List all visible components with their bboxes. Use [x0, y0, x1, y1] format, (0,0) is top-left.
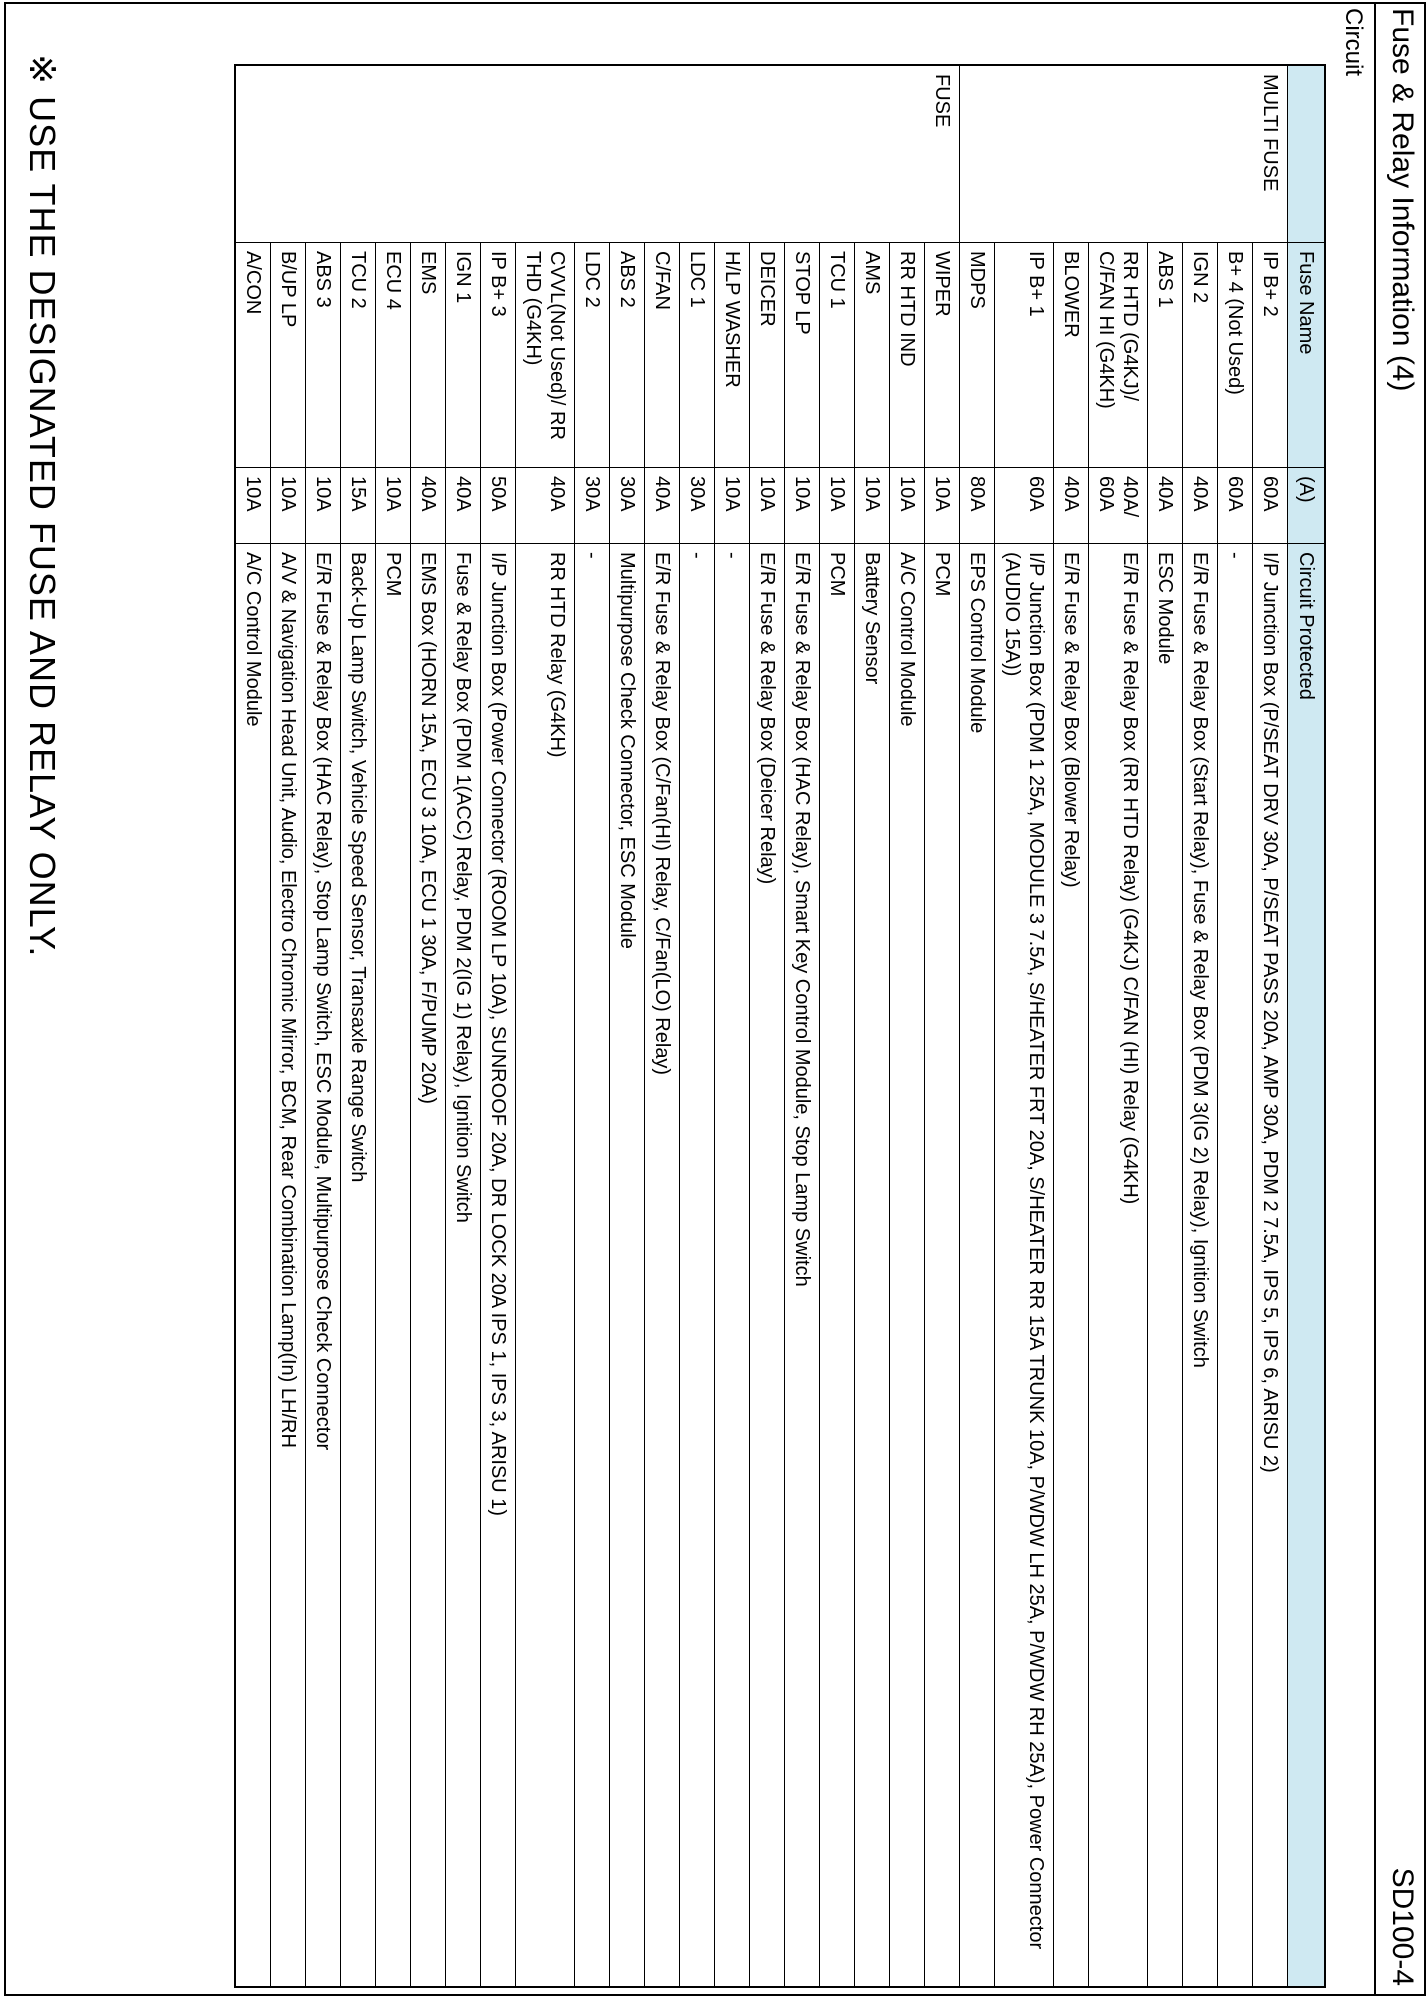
amperage-header: (A) [1288, 468, 1326, 544]
table-row [995, 65, 1054, 1987]
table-row [1054, 65, 1089, 1987]
amperage-cell: 60A [995, 468, 1054, 544]
circuit-protected-cell: E/R Fuse & Relay Box (HAC Relay), Stop Lamp Switch, ESC Module, Multipurpose Check Connector [306, 544, 341, 1988]
fuse-name-cell: RR HTD (G4KJ)/ C/FAN HI (G4KH) [1089, 243, 1148, 468]
circuit-protected-cell: Fuse & Relay Box (PDM 1(ACC) Relay, PDM 2(IG 1) Relay), Ignition Switch [446, 544, 481, 1988]
fuse-name-cell: AMS [855, 243, 890, 468]
category-fuse: FUSE [235, 65, 960, 243]
amperage-cell: 40A [645, 468, 680, 544]
circuit-protected-cell: EPS Control Module [960, 544, 995, 1988]
table-row [376, 65, 411, 1987]
fuse-name-cell: B+ 4 (Not Used) [1218, 243, 1253, 468]
amperage-cell: 40A [1148, 468, 1183, 544]
table-row [645, 65, 680, 1987]
table-row [960, 65, 995, 1987]
circuit-protected-cell: ESC Module [1148, 544, 1183, 1988]
table-row [575, 65, 610, 1987]
amperage-cell: 60A [1218, 468, 1253, 544]
table-row [1148, 65, 1183, 1987]
page-id: SD100-4 [1386, 1867, 1419, 1986]
amperage-cell: 10A [925, 468, 960, 544]
amperage-cell: 10A [715, 468, 750, 544]
table-row [925, 65, 960, 1987]
circuit-protected-cell: Back-Up Lamp Switch, Vehicle Speed Sensor, Transaxle Range Switch [341, 544, 376, 1988]
circuit-protected-cell: A/V & Navigation Head Unit, Audio, Electro Chromic Mirror, BCM, Rear Combination Lamp(In) LH/RH [271, 544, 306, 1988]
page-title: Fuse & Relay Information (4) [1386, 8, 1419, 392]
table-row [1253, 65, 1288, 1987]
amperage-cell: 40A/ 60A [1089, 468, 1148, 544]
amperage-cell: 80A [960, 468, 995, 544]
footer-note: ※ USE THE DESIGNATED FUSE AND RELAY ONLY. [22, 54, 63, 958]
fuse-name-cell: ECU 4 [376, 243, 411, 468]
table-row [1089, 65, 1148, 1987]
circuit-protected-cell: E/R Fuse & Relay Box (Start Relay), Fuse & Relay Box (PDM 3(IG 2) Relay), Ignition Switch [1183, 544, 1218, 1988]
circuit-protected-cell: E/R Fuse & Relay Box (C/Fan(HI) Relay, C/Fan(LO) Relay) [645, 544, 680, 1988]
circuit-protected-cell: A/C Control Module [235, 544, 271, 1988]
amperage-cell: 10A [235, 468, 271, 544]
circuit-protected-cell: PCM [925, 544, 960, 1988]
fuse-name-cell: B/UP LP [271, 243, 306, 468]
table-row [1218, 65, 1253, 1987]
amperage-cell: 10A [376, 468, 411, 544]
circuit-protected-cell: I/P Junction Box (PDM 1 25A, MODULE 3 7.5A, S/HEATER FRT 20A, S/HEATER RR 15A TRUNK 10A, P/WDW LH 25A, P/WDW RH 25A), Power Connector (AUDIO 15A)) [995, 544, 1054, 1988]
table-row [235, 65, 271, 1987]
fuse-name-cell: MDPS [960, 243, 995, 468]
amperage-cell: 10A [890, 468, 925, 544]
table-row [610, 65, 645, 1987]
fuse-name-cell: WIPER [925, 243, 960, 468]
fuse-name-cell: BLOWER [1054, 243, 1089, 468]
fuse-name-cell: ABS 3 [306, 243, 341, 468]
fuse-name-cell: CVVL(Not Used)/ RR THD (G4KH) [516, 243, 575, 468]
fuse-name-cell: IGN 1 [446, 243, 481, 468]
table-row [271, 65, 306, 1987]
amperage-cell: 10A [855, 468, 890, 544]
table-row [306, 65, 341, 1987]
circuit-protected-cell: E/R Fuse & Relay Box (Blower Relay) [1054, 544, 1089, 1988]
fuse-name-cell: IGN 2 [1183, 243, 1218, 468]
fuse-name-cell: C/FAN [645, 243, 680, 468]
fuse-name-cell: STOP LP [785, 243, 820, 468]
header-divider [1374, 2, 1376, 1996]
table-row [411, 65, 446, 1987]
circuit-label: Circuit [1340, 8, 1367, 77]
circuit-protected-cell: - [715, 544, 750, 1988]
circuit-protected-cell: I/P Junction Box (P/SEAT DRV 30A, P/SEAT PASS 20A, AMP 30A, PDM 2 7.5A, IPS 5, IPS 6, ARISU 2) [1253, 544, 1288, 1988]
category-multi-fuse: MULTI FUSE [960, 65, 1288, 243]
amperage-cell: 30A [680, 468, 715, 544]
fuse-name-cell: IP B+ 2 [1253, 243, 1288, 468]
table-row [341, 65, 376, 1987]
amperage-cell: 40A [411, 468, 446, 544]
circuit-protected-cell: RR HTD Relay (G4KH) [516, 544, 575, 1988]
circuit-protected-cell: E/R Fuse & Relay Box (HAC Relay), Smart Key Control Module, Stop Lamp Switch [785, 544, 820, 1988]
table-row [516, 65, 575, 1987]
circuit-protected-cell: EMS Box (HORN 15A, ECU 3 10A, ECU 1 30A, F/PUMP 20A) [411, 544, 446, 1988]
circuit-protected-cell: Battery Sensor [855, 544, 890, 1988]
circuit-protected-header: Circuit Protected [1288, 544, 1326, 1988]
category-header [1288, 65, 1326, 243]
circuit-protected-cell: E/R Fuse & Relay Box (RR HTD Relay) (G4KJ) C/FAN (HI) Relay (G4KH) [1089, 544, 1148, 1988]
table-row [750, 65, 785, 1987]
amperage-cell: 50A [481, 468, 516, 544]
circuit-protected-cell: PCM [376, 544, 411, 1988]
amperage-cell: 10A [820, 468, 855, 544]
table-header-row [1288, 65, 1326, 1987]
fuse-name-cell: IP B+ 1 [995, 243, 1054, 468]
table-row [481, 65, 516, 1987]
amperage-cell: 15A [341, 468, 376, 544]
table-row [1183, 65, 1218, 1987]
fuse-name-cell: RR HTD IND [890, 243, 925, 468]
circuit-protected-cell: I/P Junction Box (Power Connector (ROOM LP 10A), SUNROOF 20A, DR LOCK 20A IPS 1, IPS 3, ARISU 1) [481, 544, 516, 1988]
fuse-table-body [235, 65, 1288, 1987]
fuse-name-cell: LDC 1 [680, 243, 715, 468]
circuit-protected-cell: - [1218, 544, 1253, 1988]
amperage-cell: 40A [516, 468, 575, 544]
circuit-protected-cell: Multipurpose Check Connector, ESC Module [610, 544, 645, 1988]
fuse-name-cell: LDC 2 [575, 243, 610, 468]
circuit-protected-cell: PCM [820, 544, 855, 1988]
circuit-protected-cell: - [680, 544, 715, 1988]
amperage-cell: 40A [1183, 468, 1218, 544]
fuse-name-header: Fuse Name [1288, 243, 1326, 468]
circuit-protected-cell: A/C Control Module [890, 544, 925, 1988]
circuit-protected-cell: - [575, 544, 610, 1988]
amperage-cell: 10A [271, 468, 306, 544]
fuse-name-cell: EMS [411, 243, 446, 468]
table-row [715, 65, 750, 1987]
table-row [820, 65, 855, 1987]
circuit-protected-cell: E/R Fuse & Relay Box (Deicer Relay) [750, 544, 785, 1988]
amperage-cell: 30A [575, 468, 610, 544]
table-row [855, 65, 890, 1987]
fuse-name-cell: A/CON [235, 243, 271, 468]
amperage-cell: 60A [1253, 468, 1288, 544]
fuse-name-cell: H/LP WASHER [715, 243, 750, 468]
amperage-cell: 40A [446, 468, 481, 544]
table-row [680, 65, 715, 1987]
fuse-name-cell: DEICER [750, 243, 785, 468]
amperage-cell: 10A [306, 468, 341, 544]
fuse-name-cell: TCU 1 [820, 243, 855, 468]
amperage-cell: 30A [610, 468, 645, 544]
amperage-cell: 10A [750, 468, 785, 544]
amperage-cell: 40A [1054, 468, 1089, 544]
table-row [785, 65, 820, 1987]
table-row [890, 65, 925, 1987]
table-row [446, 65, 481, 1987]
fuse-name-cell: ABS 2 [610, 243, 645, 468]
fuse-name-cell: TCU 2 [341, 243, 376, 468]
fuse-name-cell: IP B+ 3 [481, 243, 516, 468]
fuse-name-cell: ABS 1 [1148, 243, 1183, 468]
amperage-cell: 10A [785, 468, 820, 544]
fuse-table [234, 64, 1326, 1988]
